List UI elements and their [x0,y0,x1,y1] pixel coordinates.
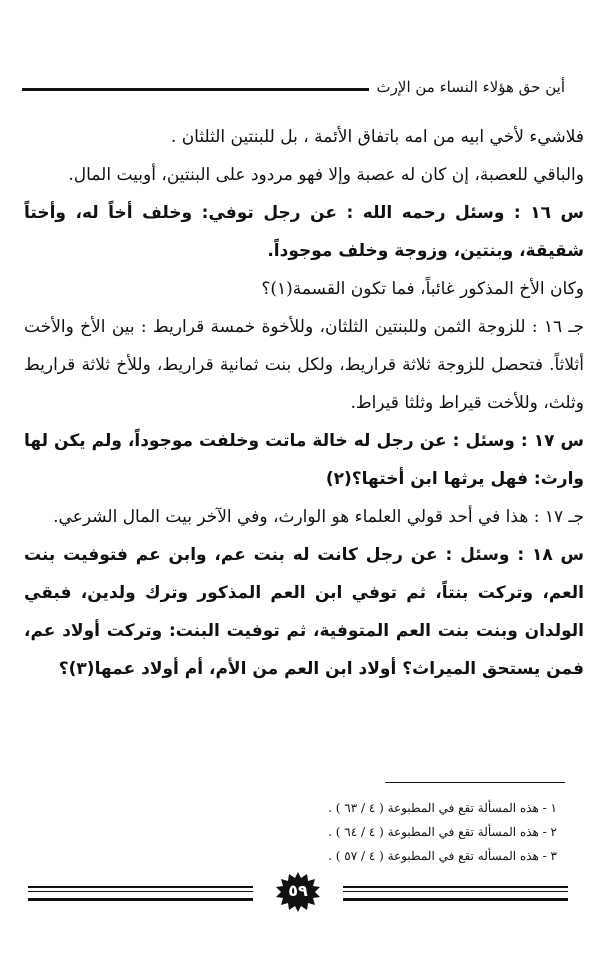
footnotes [257,796,557,868]
footnote-item: ٣ - هذه المسأله تقع في المطبوعة ( ٤ / ٥٧ ) . [328,849,557,863]
running-header [22,78,565,102]
page-number: ٥٩ [288,881,308,900]
paragraph: والباقي للعصبة، إن كان له عصبة وإلا فهو مردود على البنتين، أوبيت المال. [68,165,584,185]
page-footer [28,872,568,912]
paragraph: وكان الأخ المذكور غائباً، فما تكون القسمة(١)؟ [261,279,584,299]
footer-rule-left [28,886,253,901]
footnote-item: ٢ - هذه المسألة تقع في المطبوعة ( ٤ / ٦٤ ) . [328,825,557,839]
running-header-title: أين حق هؤلاء النساء من الإرث [376,78,565,96]
question-17: س ١٧ : وسئل : عن رجل له خالة ماتت وخلفت موجوداً، ولم يكن لها وارث: فهل يرثها ابن أختها؟(٢) [24,431,584,489]
paragraph: فلاشيء لأخي ابيه من امه باتفاق الأئمة ، بل للبنتين الثلثان . [170,127,584,147]
question-18: س ١٨ : وسئل : عن رجل كانت له بنت عم، وابن عم فتوفيت بنت العم، وتركت بنتاً، ثم توفي ابن العم المذكور وترك ولدين، فبقي الولدان وبنت بنت العم المتوفية، ثم توفيت البنت: وتركت أولاد عم، فمن يستحق الميراث؟ أولاد ابن العم من الأم، أم أولاد عمها(٣)؟ [24,545,584,679]
page-number-badge [275,872,321,912]
footnote-item: ١ - هذه المسألة تقع في المطبوعة ( ٤ / ٦٣ ) . [328,801,557,815]
answer-17: جـ ١٧ : هذا في أحد قولي العلماء هو الوارث، وفي الآخر بيت المال الشرعي. [53,507,584,527]
answer-16: جـ ١٦ : للزوجة الثمن وللبنتين الثلثان، وللأخوة خمسة قراريط : بين الأخ والأخت أثلاثاً. فتحصل للزوجة ثلاثة قراريط، ولكل بنت ثمانية قراريط، وللأخ ثلاثة قراريط وثلث، وللأخت قيراط وثلثا قيراط. [24,317,584,413]
footer-rule-right [343,886,568,901]
question-16: س ١٦ : وسئل رحمه الله : عن رجل توفي: وخلف أخاً له، وأختاً شقيقة، وبنتين، وزوجة وخلف موجوداً. [24,203,584,261]
header-rule [22,88,369,91]
footnote-divider [385,782,565,783]
page-body [24,118,584,688]
